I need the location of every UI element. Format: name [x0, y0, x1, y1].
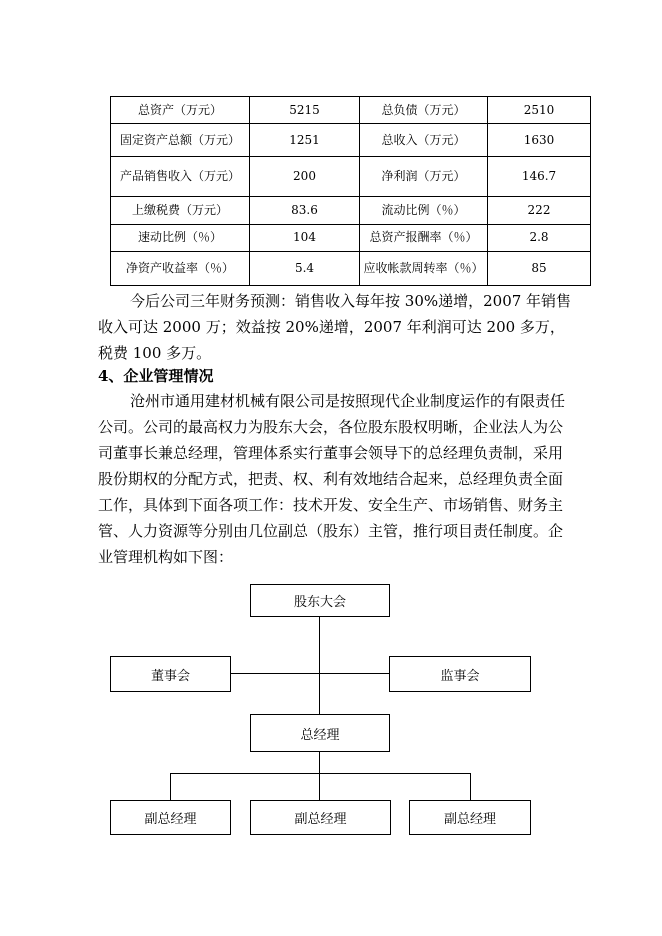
org-line-horizontal-board [230, 673, 390, 674]
org-box-vp-1: 副总经理 [110, 800, 231, 835]
org-line-trunk-bottom [319, 751, 320, 773]
table-value-cell: 2510 [488, 97, 591, 124]
table-value-cell: 83.6 [250, 197, 360, 224]
org-box-vp-3: 副总经理 [409, 800, 531, 835]
table-value-cell: 5215 [250, 97, 360, 124]
org-line-vp-right [470, 773, 471, 800]
org-line-vp-left [170, 773, 171, 800]
org-box-shareholders: 股东大会 [250, 584, 390, 617]
table-label-cell: 固定资产总额（万元） [111, 124, 250, 157]
org-line-vp-center [319, 773, 320, 800]
table-value-cell: 85 [488, 252, 591, 286]
org-box-board: 董事会 [110, 656, 231, 692]
table-label-cell: 总资产（万元） [111, 97, 250, 124]
table-value-cell: 1630 [488, 124, 591, 157]
table-label-cell: 净资产收益率（％） [111, 252, 250, 286]
org-box-supervisors: 监事会 [389, 656, 531, 692]
org-box-vp-2: 副总经理 [250, 800, 391, 835]
table-value-cell: 1251 [250, 124, 360, 157]
table-label-cell: 应收帐款周转率（％） [360, 252, 488, 286]
table-label-cell: 速动比例（％） [111, 224, 250, 251]
section-heading: 4、企业管理情况 [98, 367, 214, 385]
forecast-paragraph: 今后公司三年财务预测：销售收入每年按 30%递增，2007 年销售收入可达 2000 万；效益按 20%递增，2007 年利润可达 200 多万，税费 100 多万。 [98, 292, 572, 362]
table-value-cell: 200 [250, 157, 360, 197]
table-label-cell: 产品销售收入（万元） [111, 157, 250, 197]
table-label-cell: 流动比例（％） [360, 197, 488, 224]
org-line-horizontal-vp [170, 773, 470, 774]
table-label-cell: 上缴税费（万元） [111, 197, 250, 224]
table-value-cell: 2.8 [488, 224, 591, 251]
table-value-cell: 222 [488, 197, 591, 224]
table-label-cell: 总资产报酬率（％） [360, 224, 488, 251]
org-box-general-manager: 总经理 [250, 714, 390, 752]
table-value-cell: 5.4 [250, 252, 360, 286]
management-paragraph: 沧州市通用建材机械有限公司是按照现代企业制度运作的有限责任公司。公司的最高权力为股东大会，各位股东股权明晰，企业法人为公司董事长兼总经理，管理体系实行董事会领导下的总经理负责制，采用股份期权的分配方式，把责、权、利有效地结合起来，总经理负责全面工作，具体到下面各项工作：技术开发、安全生产、市场销售、财务主管、人力资源等分别由几位副总（股东）主管，推行项目责任制度。企业管理机构如下图： [98, 392, 566, 566]
table-label-cell: 总负债（万元） [360, 97, 488, 124]
org-line-trunk-top [319, 616, 320, 714]
table-value-cell: 146.7 [488, 157, 591, 197]
table-label-cell: 净利润（万元） [360, 157, 488, 197]
table-value-cell: 104 [250, 224, 360, 251]
table-label-cell: 总收入（万元） [360, 124, 488, 157]
